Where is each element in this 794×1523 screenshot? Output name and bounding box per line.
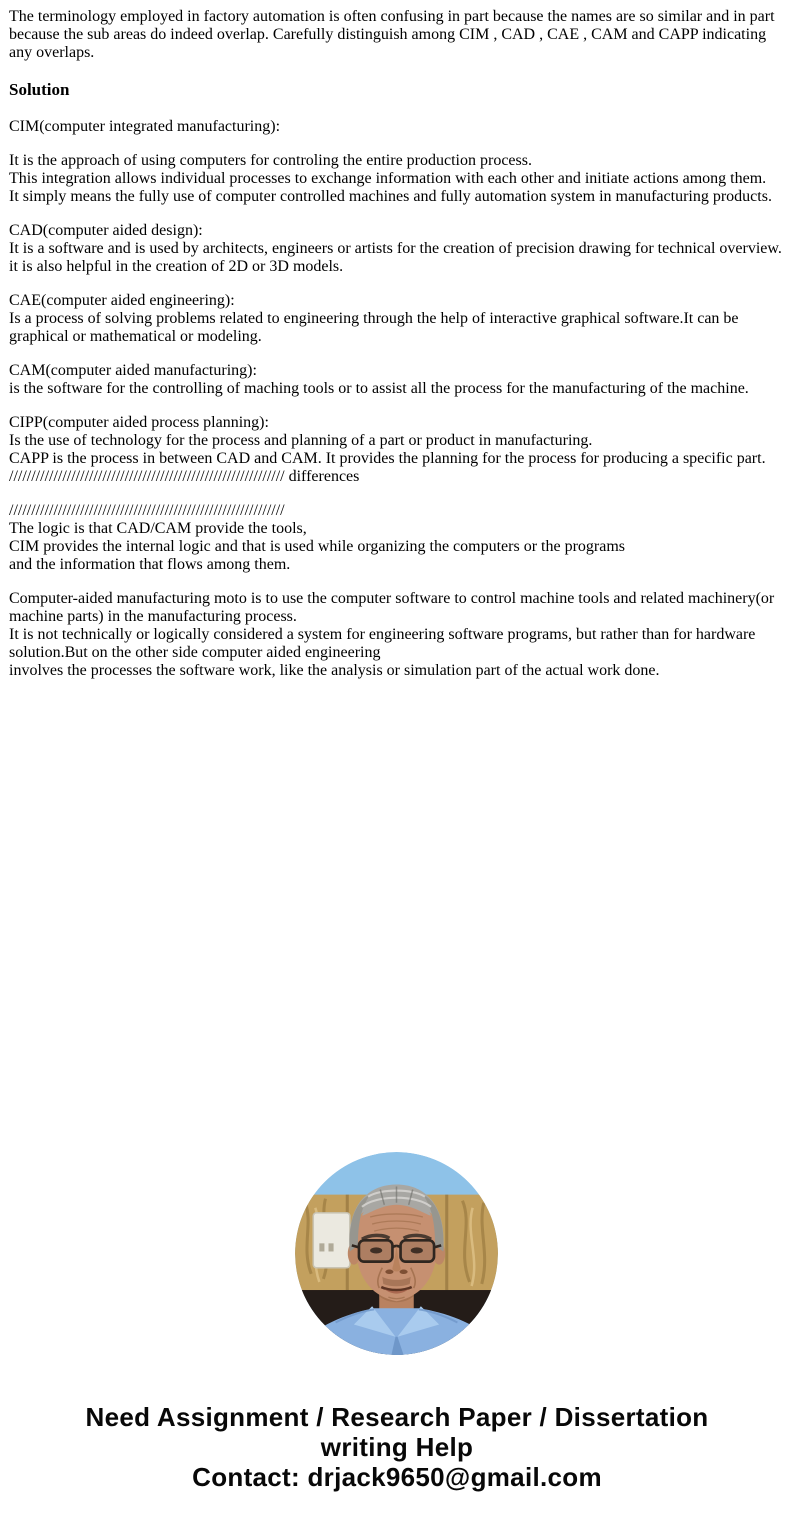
cae-section [9,292,787,346]
cim-section [9,118,787,136]
differences-line: CIM provides the internal logic and that is used while organizing the computers or the programs [9,538,626,555]
cam-title: CAM(computer aided manufacturing): [9,362,257,379]
solution-heading: Solution [9,80,70,99]
cipp-line: CAPP is the process in between CAD and CAM. It provides the planning for the process for producing a specific part. [9,450,766,467]
cim-body [9,152,787,206]
cam-section [9,362,787,398]
document-body [9,8,787,680]
spacer [9,276,787,292]
footer-heading-line: Need Assignment / Research Paper / Dissertation [85,1402,709,1432]
cipp-section [9,414,787,486]
cipp-line: Is the use of technology for the process and planning of a part or product in manufacturing. [9,432,593,449]
closing-paragraph: It is not technically or logically considered a system for engineering software programs, but rather than for hardware solution.But on the other side computer aided engineering [9,626,756,661]
cad-line: it is also helpful in the creation of 2D or 3D models. [9,258,344,275]
spacer [9,574,787,590]
differences-section [9,502,787,574]
closing-section [9,590,787,680]
presenter-avatar [295,1152,498,1355]
intro-paragraph: The terminology employed in factory automation is often confusing in part because the names are so similar and in part because the sub areas do indeed overlap. Carefully distinguish among CIM , CAD , CAE , CAM and CAPP indicating any overlaps. [9,8,775,61]
spacer [9,102,787,118]
cae-title: CAE(computer aided engineering): [9,292,235,309]
footer-banner [0,1402,794,1492]
cad-title: CAD(computer aided design): [9,222,203,239]
spacer [9,398,787,414]
cam-body: is the software for the controlling of maching tools or to assist all the process for the manufacturing of the machine. [9,380,749,397]
cim-line: This integration allows individual processes to exchange information with each other and initiate actions among them. [9,170,767,187]
cae-body: Is a process of solving problems related to engineering through the help of interactive graphical software.It can be graphical or mathematical or modeling. [9,310,739,345]
footer-contact-email: Contact: drjack9650@gmail.com [192,1462,602,1492]
footer-heading-line: writing Help [320,1432,474,1462]
cim-title: CIM(computer integrated manufacturing): [9,118,281,135]
differences-divider: ////////////////////////////////////////////////////////////// [9,502,285,519]
differences-line: The logic is that CAD/CAM provide the tools, [9,520,307,537]
presenter-avatar-illustration [295,1152,498,1355]
cipp-title: CIPP(computer aided process planning): [9,414,269,431]
closing-paragraph: Computer-aided manufacturing moto is to use the computer software to control machine tools and related machinery(or machine parts) in the manufacturing process. [9,590,775,625]
cad-line: It is a software and is used by architects, engineers or artists for the creation of precision drawing for technical overview. [9,240,782,257]
cim-line: It simply means the fully use of computer controlled machines and fully automation system in manufacturing products. [9,188,772,205]
differences-line: and the information that flows among them. [9,556,291,573]
cim-line: It is the approach of using computers for controling the entire production process. [9,152,532,169]
spacer [9,346,787,362]
differences-divider-label: ////////////////////////////////////////////////////////////// differences [9,468,360,485]
cad-section [9,222,787,276]
closing-line: involves the processes the software work, like the analysis or simulation part of the actual work done. [9,662,660,679]
spacer [9,486,787,502]
spacer [9,136,787,152]
spacer [9,62,787,78]
spacer [9,206,787,222]
